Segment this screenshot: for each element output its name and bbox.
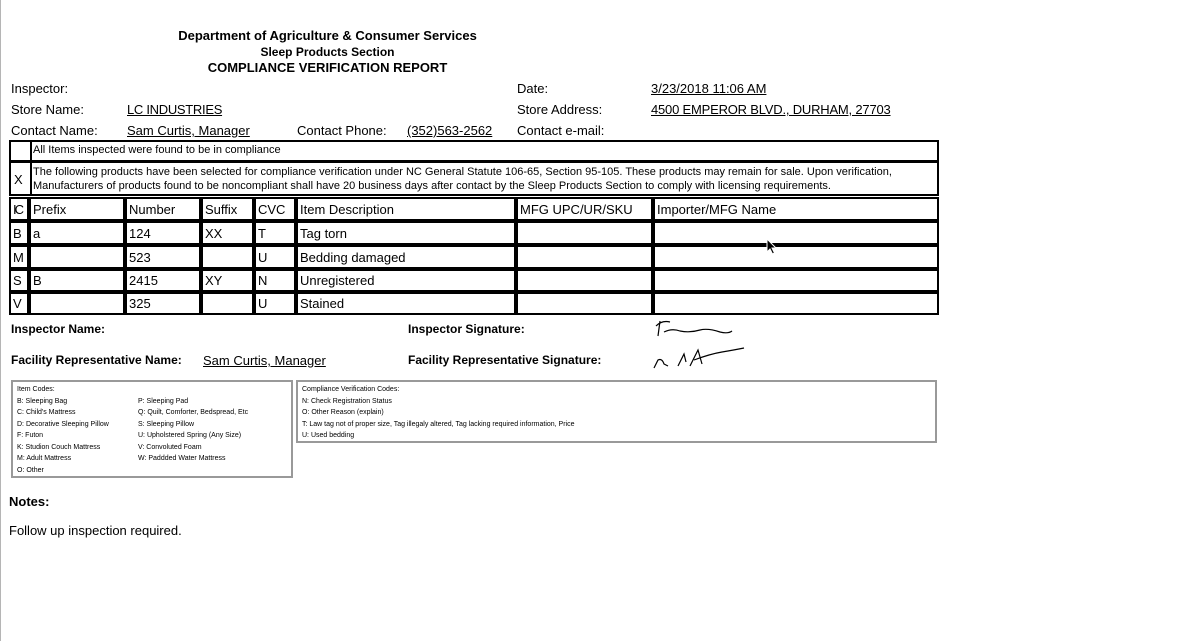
header-importer: Importer/MFG Name — [653, 197, 939, 221]
inspector-signature-label: Inspector Signature: — [408, 322, 525, 336]
item-code: V: Convoluted Foam — [138, 443, 202, 451]
cell-importer — [653, 292, 939, 315]
all-compliant-box — [9, 140, 939, 162]
header-number: Number — [125, 197, 201, 221]
cell-ic: M — [9, 245, 29, 269]
notes-label: Notes: — [9, 494, 50, 509]
cvc-code: U: Used bedding — [302, 432, 355, 439]
cell-importer — [653, 221, 939, 245]
store-address-value: 4500 EMPEROR BLVD., DURHAM, 27703 — [651, 102, 891, 117]
cell-mfg-upc — [516, 269, 653, 292]
item-code: F: Futon — [17, 432, 44, 439]
cell-prefix: a — [29, 221, 125, 245]
table-row — [9, 292, 939, 315]
cell-suffix: XY — [201, 269, 254, 292]
header-item-description: Item Description — [296, 197, 516, 221]
facility-signature-label: Facility Representative Signature: — [408, 353, 602, 367]
item-code: P: Sleeping Pad — [138, 397, 189, 405]
cell-number: 2415 — [125, 269, 201, 292]
mouse-cursor-icon — [766, 238, 778, 256]
cell-cvc: T — [254, 221, 296, 245]
cell-mfg-upc — [516, 221, 653, 245]
cell-mfg-upc — [516, 245, 653, 269]
items-table — [9, 197, 939, 315]
cell-item-description: Bedding damaged — [296, 245, 516, 269]
item-code: K: Studion Couch Mattress — [17, 443, 101, 451]
item-codes-legend — [11, 380, 293, 478]
cvc-code: N: Check Registration Status — [302, 397, 392, 405]
cell-number: 124 — [125, 221, 201, 245]
cell-mfg-upc — [516, 292, 653, 315]
header-suffix: Suffix — [201, 197, 254, 221]
facility-rep-label: Facility Representative Name: — [11, 353, 182, 367]
item-code: S: Sleeping Pillow — [138, 420, 195, 428]
item-code: W: Paddded Water Mattress — [138, 455, 226, 462]
date-label: Date: — [517, 81, 549, 96]
header-cvc: CVC — [254, 197, 296, 221]
cell-suffix — [201, 245, 254, 269]
cell-prefix — [29, 292, 125, 315]
selected-products-box — [9, 161, 939, 196]
cell-number: 325 — [125, 292, 201, 315]
cell-cvc: U — [254, 292, 296, 315]
store-name-value: LC INDUSTRIES — [127, 102, 223, 117]
item-code: D: Decorative Sleeping Pillow — [17, 420, 109, 428]
header-ic: IC — [9, 197, 29, 221]
header-mfg-upc: MFG UPC/UR/SKU — [516, 197, 653, 221]
store-name-label: Store Name: — [11, 102, 84, 117]
selected-products-mark: X — [14, 172, 23, 187]
contact-phone-value: (352)563-2562 — [407, 123, 493, 138]
selected-products-text-1: The following products have been selected for compliance verification under NC General Statute 106-65, Section 95-105. These products may remain for sale. Upon verification, — [33, 166, 892, 178]
cell-item-description: Unregistered — [296, 269, 516, 292]
cell-importer — [653, 269, 939, 292]
cell-prefix: B — [29, 269, 125, 292]
facility-rep-value: Sam Curtis, Manager — [203, 353, 326, 368]
cvc-codes-title: Compliance Verification Codes: — [302, 386, 400, 393]
cell-ic: V — [9, 292, 29, 315]
table-row — [9, 269, 939, 292]
table-row — [9, 221, 939, 245]
contact-phone-label: Contact Phone: — [297, 123, 387, 138]
cell-item-description: Stained — [296, 292, 516, 315]
header-prefix: Prefix — [29, 197, 125, 221]
table-header-row — [9, 197, 939, 221]
item-codes-title: Item Codes: — [17, 386, 55, 393]
cvc-code: O: Other Reason (explain) — [302, 409, 384, 416]
item-code: Q: Quilt, Comforter, Bedspread, Etc — [138, 409, 249, 416]
cvc-code: T: Law tag not of proper size, Tag illegaly altered, Tag lacking required information, Price — [302, 420, 575, 428]
item-code: M: Adult Mattress — [17, 455, 72, 462]
store-address-label: Store Address: — [517, 102, 603, 117]
contact-email-label: Contact e-mail: — [517, 123, 605, 138]
page-left-edge — [0, 0, 1, 641]
cvc-codes-legend — [296, 380, 937, 443]
all-compliant-text: All Items inspected were found to be in compliance — [33, 144, 281, 156]
cell-prefix — [29, 245, 125, 269]
cell-suffix — [201, 292, 254, 315]
notes-text: Follow up inspection required. — [9, 523, 182, 538]
contact-name-value: Sam Curtis, Manager — [127, 123, 250, 138]
item-code: B: Sleeping Bag — [17, 397, 68, 405]
selected-products-text-2: Manufacturers of products found to be noncompliant shall have 20 business days after contact by the Sleep Products Section to comply with licensing requirements. — [33, 180, 831, 192]
cell-ic: B — [9, 221, 29, 245]
table-row — [9, 245, 939, 269]
cell-number: 523 — [125, 245, 201, 269]
facility-signature-image — [650, 344, 750, 372]
inspector-name-label: Inspector Name: — [11, 322, 106, 336]
section-title: Sleep Products Section — [260, 45, 395, 59]
item-code: U: Upholstered Spring (Any Size) — [138, 432, 242, 439]
date-value: 3/23/2018 11:06 AM — [651, 81, 767, 96]
inspector-signature-image — [650, 316, 740, 340]
cell-item-description: Tag torn — [296, 221, 516, 245]
item-code: C: Child's Mattress — [17, 409, 76, 416]
inspector-label: Inspector: — [11, 81, 69, 96]
contact-name-label: Contact Name: — [11, 123, 98, 138]
cell-suffix: XX — [201, 221, 254, 245]
cell-importer — [653, 245, 939, 269]
cell-ic: S — [9, 269, 29, 292]
department-title: Department of Agriculture & Consumer Services — [178, 28, 477, 43]
cell-cvc: N — [254, 269, 296, 292]
item-code: O: Other — [17, 466, 44, 474]
report-title: COMPLIANCE VERIFICATION REPORT — [207, 60, 448, 75]
cell-cvc: U — [254, 245, 296, 269]
